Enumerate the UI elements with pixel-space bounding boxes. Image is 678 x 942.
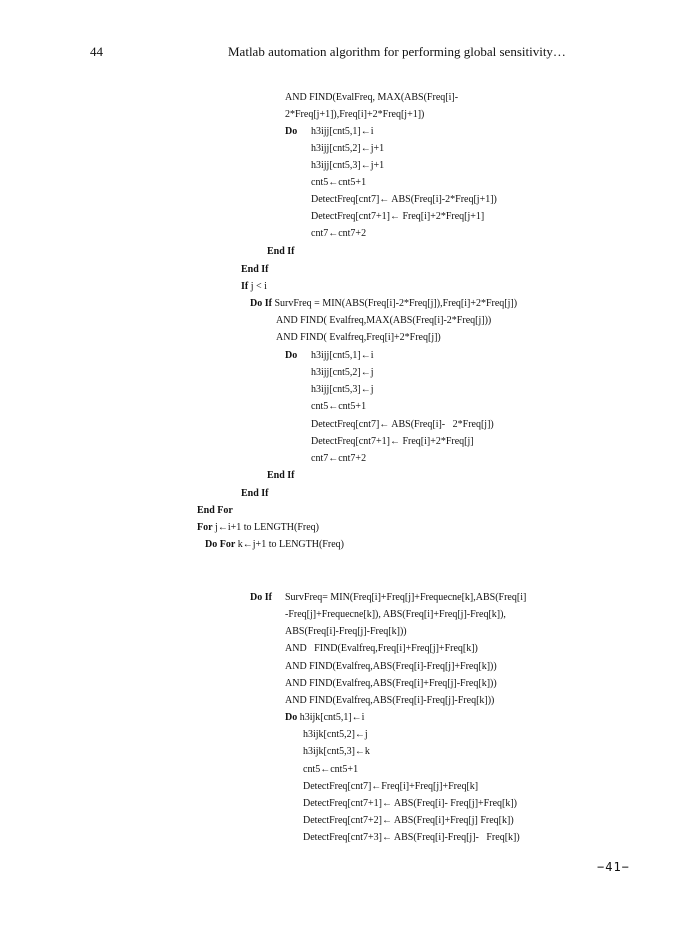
code-line: End If bbox=[241, 488, 269, 499]
code-line: DetectFreq[cnt7+1]← Freq[i]+2*Freq[j+1] bbox=[311, 211, 485, 222]
code-line: Do For k←j+1 to LENGTH(Freq) bbox=[205, 539, 344, 550]
code-line: End If bbox=[267, 470, 295, 481]
code-line: h3ijj[cnt5,2]←j bbox=[311, 367, 374, 378]
code-line: cnt7←cnt7+2 bbox=[311, 453, 367, 464]
code-line: Do h3ijj[cnt5,1]←i bbox=[285, 350, 374, 361]
code-line: Do If bbox=[250, 592, 272, 603]
code-line: h3ijj[cnt5,3]←j bbox=[311, 384, 374, 395]
code-line: ABS(Freq[i]-Freq[j]-Freq[k])) bbox=[285, 626, 407, 637]
code-line: End For bbox=[197, 505, 233, 516]
code-line: For j←i+1 to LENGTH(Freq) bbox=[197, 522, 320, 533]
code-line: h3ijj[cnt5,3]←j+1 bbox=[311, 160, 385, 171]
code-line: cnt7←cnt7+2 bbox=[311, 228, 367, 239]
footer-page-label: −41− bbox=[597, 860, 630, 874]
code-line: DetectFreq[cnt7]← ABS(Freq[i]- 2*Freq[j]) bbox=[311, 419, 494, 430]
code-line: DetectFreq[cnt7+1]← ABS(Freq[i]- Freq[j]+Freq[k]) bbox=[303, 798, 517, 809]
code-line: DetectFreq[cnt7]← ABS(Freq[i]-2*Freq[j+1]) bbox=[311, 194, 497, 205]
code-line: AND FIND(Evalfreq,Freq[i]+Freq[j]+Freq[k]) bbox=[285, 643, 478, 654]
code-line: cnt5←cnt5+1 bbox=[311, 177, 367, 188]
code-line: AND FIND(EvalFreq, MAX(ABS(Freq[i]- bbox=[285, 92, 459, 103]
code-line: DetectFreq[cnt7]←Freq[i]+Freq[j]+Freq[k] bbox=[303, 781, 479, 792]
code-line: If j < i bbox=[241, 281, 267, 292]
code-line: h3ijk[cnt5,3]←k bbox=[303, 746, 370, 757]
code-line: Do h3ijk[cnt5,1]←i bbox=[285, 712, 365, 723]
code-line: 2*Freq[j+1]),Freq[i]+2*Freq[j+1]) bbox=[285, 109, 425, 120]
code-line: AND FIND( Evalfreq,Freq[i]+2*Freq[j]) bbox=[276, 332, 441, 343]
code-line: AND FIND(Evalfreq,ABS(Freq[i]+Freq[j]-Freq[k])) bbox=[285, 678, 497, 689]
header-page-number: 44 bbox=[90, 44, 103, 59]
code-line: SurvFreq= MIN(Freq[i]+Freq[j]+Frequecne[k],ABS(Freq[i] bbox=[285, 592, 527, 603]
code-line: AND FIND(Evalfreq,ABS(Freq[i]-Freq[j]+Freq[k])) bbox=[285, 661, 497, 672]
code-line: DetectFreq[cnt7+2]← ABS(Freq[i]+Freq[j] Freq[k]) bbox=[303, 815, 514, 826]
code-line: AND FIND(Evalfreq,ABS(Freq[i]-Freq[j]-Freq[k])) bbox=[285, 695, 495, 706]
header-title: Matlab automation algorithm for performing global sensitivity… bbox=[228, 44, 566, 59]
code-line: AND FIND( Evalfreq,MAX(ABS(Freq[i]-2*Freq[j])) bbox=[276, 315, 492, 326]
code-line: Do h3ijj[cnt5,1]←i bbox=[285, 126, 374, 137]
code-line: DetectFreq[cnt7+3]← ABS(Freq[i]-Freq[j]- Freq[k]) bbox=[303, 832, 520, 843]
code-line: -Freq[j]+Frequecne[k]), ABS(Freq[i]+Freq[j]-Freq[k]), bbox=[285, 609, 506, 620]
code-line: End If bbox=[267, 246, 295, 257]
code-line: h3ijj[cnt5,2]←j+1 bbox=[311, 143, 385, 154]
code-line: Do If SurvFreq = MIN(ABS(Freq[i]-2*Freq[j]),Freq[i]+2*Freq[j]) bbox=[250, 298, 518, 309]
code-line: h3ijk[cnt5,2]←j bbox=[303, 729, 368, 740]
code-line: cnt5←cnt5+1 bbox=[311, 401, 367, 412]
code-line: DetectFreq[cnt7+1]← Freq[i]+2*Freq[j] bbox=[311, 436, 474, 447]
code-line: cnt5←cnt5+1 bbox=[303, 764, 359, 775]
code-line: End If bbox=[241, 264, 269, 275]
